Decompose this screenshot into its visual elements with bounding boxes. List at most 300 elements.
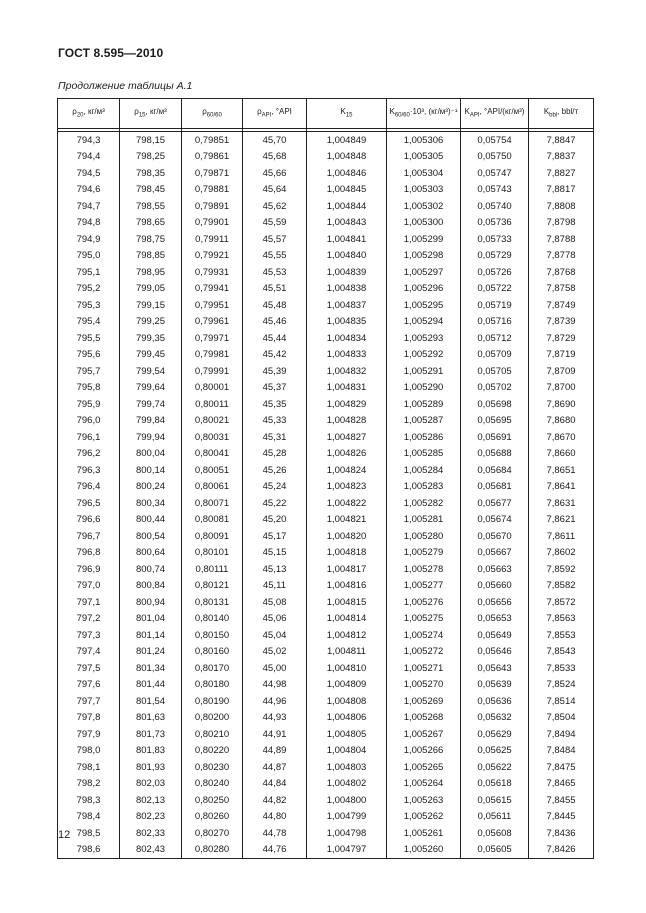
table-cell: 797,9 [58, 726, 120, 743]
table-cell: 0,80260 [182, 809, 243, 826]
table-cell: 44,78 [243, 825, 307, 842]
table-cell: 1,005260 [387, 842, 461, 859]
table-cell: 45,70 [243, 132, 307, 149]
table-cell: 0,05660 [461, 578, 529, 595]
table-cell: 799,64 [120, 380, 182, 397]
table-cell: 0,05743 [461, 182, 529, 199]
table-cell: 45,17 [243, 528, 307, 545]
table-cell: 1,005302 [387, 198, 461, 215]
table-cell: 1,004843 [307, 215, 387, 232]
table-row [58, 479, 594, 496]
table-cell: 0,05750 [461, 149, 529, 166]
table-row [58, 182, 594, 199]
column-header-symbol: ρ [202, 106, 207, 116]
table-cell: 798,55 [120, 198, 182, 215]
table-cell: 1,004803 [307, 759, 387, 776]
table-cell: 7,8808 [529, 198, 594, 215]
table-cell: 45,42 [243, 347, 307, 364]
table-cell: 1,004848 [307, 149, 387, 166]
column-header-subscript: 15 [345, 112, 353, 119]
table-row [58, 545, 594, 562]
table-cell: 1,004797 [307, 842, 387, 859]
table-cell: 0,05716 [461, 314, 529, 331]
table-row [58, 396, 594, 413]
table-header-row [58, 99, 594, 129]
table-row [58, 594, 594, 611]
table-cell: 7,8690 [529, 396, 594, 413]
table-cell: 0,80200 [182, 710, 243, 727]
table-row [58, 743, 594, 760]
table-cell: 1,004846 [307, 165, 387, 182]
table-cell: 1,005285 [387, 446, 461, 463]
table-cell: 0,05754 [461, 132, 529, 149]
table-cell: 45,37 [243, 380, 307, 397]
table-cell: 1,004804 [307, 743, 387, 760]
table-cell: 1,004802 [307, 776, 387, 793]
table-cell: 1,004816 [307, 578, 387, 595]
table-cell: 44,80 [243, 809, 307, 826]
table-cell: 796,6 [58, 512, 120, 529]
table-cell: 0,05674 [461, 512, 529, 529]
table-cell: 1,004829 [307, 396, 387, 413]
table-cell: 45,59 [243, 215, 307, 232]
table-row [58, 578, 594, 595]
table-cell: 44,89 [243, 743, 307, 760]
table-cell: 798,65 [120, 215, 182, 232]
table-cell: 0,05684 [461, 462, 529, 479]
table-row [58, 462, 594, 479]
table-cell: 799,05 [120, 281, 182, 298]
table-cell: 801,34 [120, 660, 182, 677]
table-row [58, 446, 594, 463]
table-cell: 45,04 [243, 627, 307, 644]
table-cell: 801,04 [120, 611, 182, 628]
table-cell: 7,8553 [529, 627, 594, 644]
table-cell: 45,44 [243, 330, 307, 347]
table-cell: 0,79901 [182, 215, 243, 232]
table-cell: 1,004820 [307, 528, 387, 545]
table-cell: 800,14 [120, 462, 182, 479]
table-cell: 1,005289 [387, 396, 461, 413]
table-row [58, 611, 594, 628]
table-cell: 799,45 [120, 347, 182, 364]
table-cell: 1,004798 [307, 825, 387, 842]
table-cell: 0,80131 [182, 594, 243, 611]
table-row [58, 297, 594, 314]
table-cell: 798,15 [120, 132, 182, 149]
table-cell: 44,96 [243, 693, 307, 710]
table-cell: 0,05611 [461, 809, 529, 826]
table-cell: 7,8475 [529, 759, 594, 776]
column-header-symbol: K [340, 106, 346, 116]
table-cell: 796,0 [58, 413, 120, 430]
data-table [57, 98, 594, 859]
table-cell: 1,005269 [387, 693, 461, 710]
table-cell: 0,79971 [182, 330, 243, 347]
table-cell: 0,80031 [182, 429, 243, 446]
table-cell: 1,005294 [387, 314, 461, 331]
table-cell: 1,004823 [307, 479, 387, 496]
table-cell: 44,84 [243, 776, 307, 793]
table-cell: 797,8 [58, 710, 120, 727]
table-cell: 1,004835 [307, 314, 387, 331]
table-cell: 0,80121 [182, 578, 243, 595]
table-cell: 1,005280 [387, 528, 461, 545]
table-row [58, 231, 594, 248]
table-cell: 0,80170 [182, 660, 243, 677]
table-cell: 797,3 [58, 627, 120, 644]
table-cell: 799,15 [120, 297, 182, 314]
table-cell: 0,80150 [182, 627, 243, 644]
table-cell: 798,85 [120, 248, 182, 265]
table-cell: 1,005264 [387, 776, 461, 793]
table-cell: 0,79981 [182, 347, 243, 364]
table-cell: 1,004806 [307, 710, 387, 727]
table-cell: 795,5 [58, 330, 120, 347]
table-cell: 801,24 [120, 644, 182, 661]
table-cell: 0,80001 [182, 380, 243, 397]
table-cell: 0,80011 [182, 396, 243, 413]
table-cell: 0,80111 [182, 561, 243, 578]
table-cell: 1,005282 [387, 495, 461, 512]
table-row [58, 132, 594, 149]
table-cell: 799,54 [120, 363, 182, 380]
table-cell: 45,20 [243, 512, 307, 529]
table-cell: 799,74 [120, 396, 182, 413]
table-cell: 795,9 [58, 396, 120, 413]
table-cell: 45,24 [243, 479, 307, 496]
table-cell: 0,05670 [461, 528, 529, 545]
table-cell: 0,05625 [461, 743, 529, 760]
table-cell: 7,8651 [529, 462, 594, 479]
table-cell: 1,004800 [307, 792, 387, 809]
table-row [58, 792, 594, 809]
table-cell: 1,005265 [387, 759, 461, 776]
table-cell: 0,80081 [182, 512, 243, 529]
table-cell: 7,8817 [529, 182, 594, 199]
table-cell: 795,8 [58, 380, 120, 397]
table-cell: 0,80250 [182, 792, 243, 809]
table-cell: 1,004831 [307, 380, 387, 397]
table-cell: 1,005290 [387, 380, 461, 397]
table-row [58, 248, 594, 265]
table-cell: 1,004818 [307, 545, 387, 562]
column-header-subscript: API [469, 112, 480, 119]
table-row [58, 281, 594, 298]
table-cell: 7,8455 [529, 792, 594, 809]
table-cell: 798,5 [58, 825, 120, 842]
table-row [58, 710, 594, 727]
table-cell: 1,004805 [307, 726, 387, 743]
table-cell: 794,8 [58, 215, 120, 232]
table-cell: 795,0 [58, 248, 120, 265]
column-header [387, 99, 461, 129]
table-cell: 1,005303 [387, 182, 461, 199]
table-cell: 798,6 [58, 842, 120, 859]
table-cell: 1,005291 [387, 363, 461, 380]
table-cell: 1,005261 [387, 825, 461, 842]
table-cell: 1,005295 [387, 297, 461, 314]
table-cell: 0,05629 [461, 726, 529, 743]
table-cell: 1,005296 [387, 281, 461, 298]
table-cell: 0,05632 [461, 710, 529, 727]
table-cell: 0,05649 [461, 627, 529, 644]
table-cell: 798,95 [120, 264, 182, 281]
table-cell: 44,98 [243, 677, 307, 694]
table-cell: 0,05618 [461, 776, 529, 793]
table-cell: 45,11 [243, 578, 307, 595]
table-cell: 0,05709 [461, 347, 529, 364]
table-cell: 0,79961 [182, 314, 243, 331]
table-cell: 800,44 [120, 512, 182, 529]
table-cell: 0,05729 [461, 248, 529, 265]
table-cell: 800,94 [120, 594, 182, 611]
table-cell: 45,26 [243, 462, 307, 479]
table-cell: 45,55 [243, 248, 307, 265]
table-cell: 7,8758 [529, 281, 594, 298]
table-cell: 0,79951 [182, 297, 243, 314]
table-cell: 45,15 [243, 545, 307, 562]
table-cell: 798,35 [120, 165, 182, 182]
table-cell: 1,004845 [307, 182, 387, 199]
table-cell: 1,004832 [307, 363, 387, 380]
table-cell: 7,8543 [529, 644, 594, 661]
table-cell: 1,004799 [307, 809, 387, 826]
table-cell: 797,5 [58, 660, 120, 677]
table-cell: 1,005271 [387, 660, 461, 677]
table-row [58, 512, 594, 529]
table-cell: 0,80071 [182, 495, 243, 512]
table-cell: 802,43 [120, 842, 182, 859]
table-cell: 0,79991 [182, 363, 243, 380]
table-cell: 7,8749 [529, 297, 594, 314]
table-cell: 794,9 [58, 231, 120, 248]
table-cell: 7,8504 [529, 710, 594, 727]
table-row [58, 759, 594, 776]
table-cell: 7,8778 [529, 248, 594, 265]
table-cell: 1,004814 [307, 611, 387, 628]
table-cell: 799,94 [120, 429, 182, 446]
table-cell: 1,005267 [387, 726, 461, 743]
table-cell: 0,80190 [182, 693, 243, 710]
table-row [58, 726, 594, 743]
table-cell: 0,05656 [461, 594, 529, 611]
table-cell: 0,80061 [182, 479, 243, 496]
table-cell: 800,84 [120, 578, 182, 595]
column-header-unit: , кг/м³ [145, 106, 167, 116]
table-cell: 795,1 [58, 264, 120, 281]
table-cell: 0,05677 [461, 495, 529, 512]
table-row [58, 644, 594, 661]
table-cell: 1,004827 [307, 429, 387, 446]
table-cell: 0,80230 [182, 759, 243, 776]
column-header-symbol: K [464, 106, 470, 116]
table-cell: 1,005263 [387, 792, 461, 809]
column-header-unit: , кг/м³ [83, 106, 105, 116]
table-cell: 0,05639 [461, 677, 529, 694]
table-cell: 0,05646 [461, 644, 529, 661]
table-cell: 796,3 [58, 462, 120, 479]
table-cell: 1,005281 [387, 512, 461, 529]
table-cell: 45,46 [243, 314, 307, 331]
table-cell: 0,80041 [182, 446, 243, 463]
table-cell: 44,82 [243, 792, 307, 809]
table-cell: 7,8739 [529, 314, 594, 331]
table-cell: 800,64 [120, 545, 182, 562]
table-cell: 0,05702 [461, 380, 529, 397]
table-cell: 7,8436 [529, 825, 594, 842]
table-cell: 0,79851 [182, 132, 243, 149]
table-cell: 1,005268 [387, 710, 461, 727]
table-cell: 7,8700 [529, 380, 594, 397]
table-cell: 0,05663 [461, 561, 529, 578]
table-cell: 798,75 [120, 231, 182, 248]
table-cell: 1,004837 [307, 297, 387, 314]
table-cell: 0,05698 [461, 396, 529, 413]
table-cell: 45,51 [243, 281, 307, 298]
table-cell: 799,84 [120, 413, 182, 430]
table-cell: 1,005306 [387, 132, 461, 149]
column-header-subscript: 20 [76, 112, 84, 119]
table-cell: 0,80160 [182, 644, 243, 661]
table-row [58, 314, 594, 331]
table-cell: 7,8837 [529, 149, 594, 166]
table-cell: 796,8 [58, 545, 120, 562]
table-cell: 0,79891 [182, 198, 243, 215]
table-cell: 0,05719 [461, 297, 529, 314]
table-cell: 800,04 [120, 446, 182, 463]
page-number: 12 [58, 829, 71, 841]
table-cell: 0,80051 [182, 462, 243, 479]
column-header-unit: , °API/(кг/м³) [479, 106, 525, 116]
table-cell: 1,004826 [307, 446, 387, 463]
column-header-symbol: ρ [134, 106, 139, 116]
table-cell: 797,7 [58, 693, 120, 710]
table-cell: 0,80180 [182, 677, 243, 694]
table-cell: 45,22 [243, 495, 307, 512]
table-cell: 1,004839 [307, 264, 387, 281]
table-cell: 0,80240 [182, 776, 243, 793]
table-cell: 0,80091 [182, 528, 243, 545]
table-cell: 0,79881 [182, 182, 243, 199]
table-cell: 0,05733 [461, 231, 529, 248]
table-cell: 7,8563 [529, 611, 594, 628]
table-cell: 7,8484 [529, 743, 594, 760]
table-cell: 7,8729 [529, 330, 594, 347]
table-row [58, 693, 594, 710]
table-cell: 801,73 [120, 726, 182, 743]
table-cell: 7,8524 [529, 677, 594, 694]
table-row [58, 347, 594, 364]
table-cell: 0,79921 [182, 248, 243, 265]
table-cell: 45,00 [243, 660, 307, 677]
table-cell: 796,5 [58, 495, 120, 512]
table-cell: 1,005297 [387, 264, 461, 281]
table-cell: 798,2 [58, 776, 120, 793]
table-cell: 794,4 [58, 149, 120, 166]
table-cell: 802,33 [120, 825, 182, 842]
table-cell: 801,63 [120, 710, 182, 727]
table-cell: 794,6 [58, 182, 120, 199]
table-cell: 1,005262 [387, 809, 461, 826]
table-cell: 797,6 [58, 677, 120, 694]
column-header-symbol: ρ [72, 106, 77, 116]
table-cell: 7,8572 [529, 594, 594, 611]
table-cell: 45,66 [243, 165, 307, 182]
table-cell: 0,05705 [461, 363, 529, 380]
table-cell: 795,6 [58, 347, 120, 364]
table-cell: 1,004815 [307, 594, 387, 611]
table-cell: 798,45 [120, 182, 182, 199]
table-cell: 0,80270 [182, 825, 243, 842]
table-cell: 0,79861 [182, 149, 243, 166]
table-cell: 0,05636 [461, 693, 529, 710]
table-cell: 1,005300 [387, 215, 461, 232]
column-header [529, 99, 594, 129]
table-cell: 45,53 [243, 264, 307, 281]
column-header-subscript: 15 [138, 112, 146, 119]
table-cell: 1,005278 [387, 561, 461, 578]
table-cell: 1,004808 [307, 693, 387, 710]
table-cell: 7,8709 [529, 363, 594, 380]
table-cell: 7,8847 [529, 132, 594, 149]
table-cell: 0,05726 [461, 264, 529, 281]
table-cell: 1,004841 [307, 231, 387, 248]
table-cell: 7,8445 [529, 809, 594, 826]
table-cell: 45,31 [243, 429, 307, 446]
table-row [58, 165, 594, 182]
table-cell: 1,004812 [307, 627, 387, 644]
table-cell: 1,005277 [387, 578, 461, 595]
table-cell: 0,05688 [461, 446, 529, 463]
table-cell: 1,005283 [387, 479, 461, 496]
table-cell: 800,24 [120, 479, 182, 496]
table-cell: 1,004821 [307, 512, 387, 529]
table-cell: 802,03 [120, 776, 182, 793]
table-row [58, 264, 594, 281]
table-cell: 7,8788 [529, 231, 594, 248]
table-cell: 1,005305 [387, 149, 461, 166]
table-cell: 0,80140 [182, 611, 243, 628]
column-header-subscript: 60/60 [206, 112, 222, 119]
column-header [461, 99, 529, 129]
table-cell: 1,005275 [387, 611, 461, 628]
table-cell: 1,005266 [387, 743, 461, 760]
table-cell: 0,80220 [182, 743, 243, 760]
table-cell: 1,004810 [307, 660, 387, 677]
table-cell: 7,8768 [529, 264, 594, 281]
table-cell: 0,80280 [182, 842, 243, 859]
table-cell: 45,39 [243, 363, 307, 380]
table-cell: 7,8621 [529, 512, 594, 529]
table-cell: 7,8494 [529, 726, 594, 743]
table-cell: 0,05622 [461, 759, 529, 776]
table-cell: 7,8660 [529, 446, 594, 463]
table-cell: 0,05747 [461, 165, 529, 182]
column-header [182, 99, 243, 129]
table-cell: 796,2 [58, 446, 120, 463]
table-cell: 1,005304 [387, 165, 461, 182]
table-body [58, 129, 594, 859]
table-cell: 797,4 [58, 644, 120, 661]
column-header-unit: ·10³, (кг/м³)⁻¹ [409, 106, 458, 116]
table-cell: 1,004834 [307, 330, 387, 347]
table-cell: 7,8602 [529, 545, 594, 562]
table-cell: 795,4 [58, 314, 120, 331]
table-row [58, 363, 594, 380]
table-cell: 794,7 [58, 198, 120, 215]
table-cell: 797,2 [58, 611, 120, 628]
